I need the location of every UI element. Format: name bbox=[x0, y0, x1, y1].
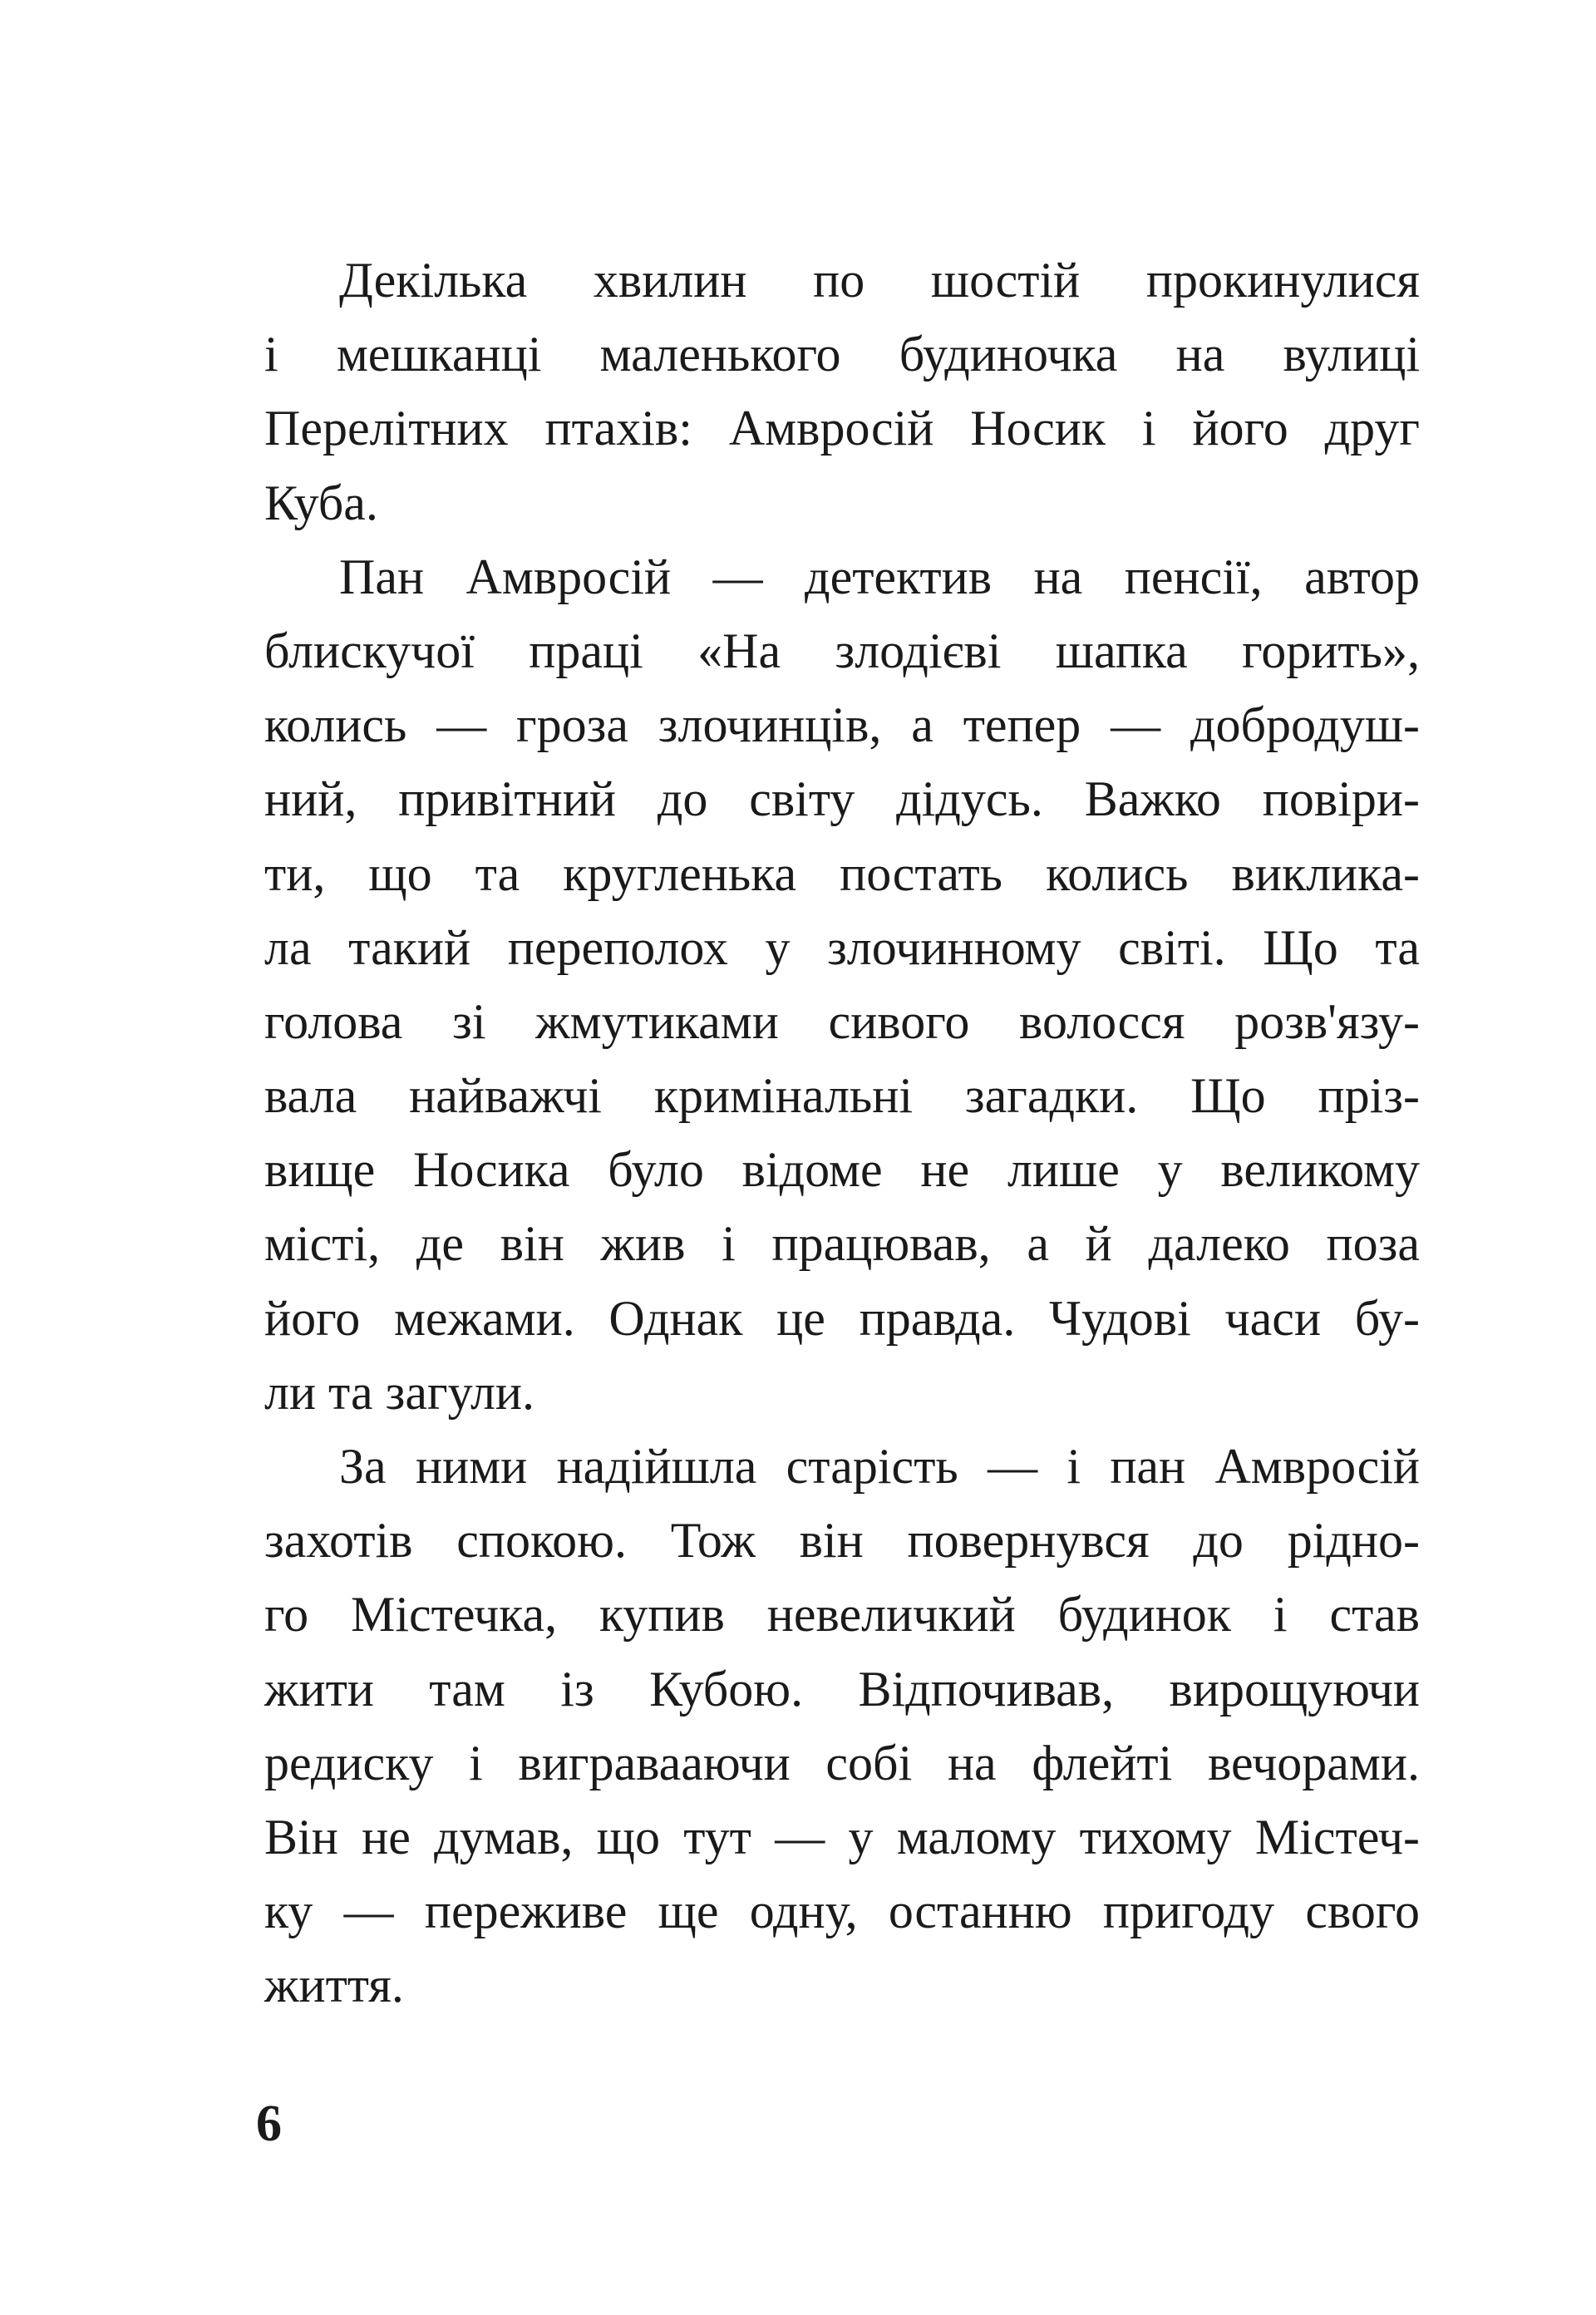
page-number: 6 bbox=[256, 2096, 282, 2152]
text-line: його межами. Однак це правда. Чудові часи бу- bbox=[264, 1290, 1420, 1346]
text-line: Куба. bbox=[264, 475, 378, 530]
text-line: захотів спокою. Тож він повернувся до рідно- bbox=[264, 1513, 1420, 1569]
text-line: редиску і вигравааючи собі на флейті вечорами. bbox=[264, 1735, 1420, 1790]
text-line: Перелітних птахів: Амвросій Носик і його друг bbox=[264, 401, 1420, 456]
paragraph bbox=[264, 544, 1420, 1434]
text-line: ний, привітний до світу дідусь. Важко повіри- bbox=[264, 771, 1420, 827]
text-line: Пан Амвросій — детектив на пенсії, автор bbox=[339, 549, 1420, 604]
text-line: життя. bbox=[264, 1958, 404, 2013]
text-line: жити там із Кубою. Відпочивав, вирощуючи bbox=[264, 1661, 1420, 1717]
text-line: і мешканці маленького будиночка на вулиці bbox=[264, 327, 1420, 382]
text-line: місті, де він жив і працював, а й далеко поза bbox=[264, 1216, 1420, 1272]
text-line: го Містечка, купив невеличкий будинок і став bbox=[264, 1587, 1420, 1643]
text-line: вала найважчі кримінальні загадки. Що пріз- bbox=[264, 1068, 1420, 1124]
body-text bbox=[264, 248, 1420, 2027]
text-line: блискучої праці «На злодієві шапка горить», bbox=[264, 623, 1420, 678]
text-line: колись — гроза злочинців, а тепер — добродуш- bbox=[264, 697, 1420, 753]
text-line: За ними надійшла старість — і пан Амвросій bbox=[339, 1439, 1420, 1494]
paragraph bbox=[264, 248, 1420, 544]
text-line: ку — переживе ще одну, останню пригоду свого bbox=[264, 1884, 1420, 1939]
text-line: ла такий переполох у злочинному світі. Що та bbox=[264, 919, 1420, 975]
paragraph bbox=[264, 1434, 1420, 2027]
text-line: Декілька хвилин по шостій прокинулися bbox=[339, 253, 1420, 308]
text-line: голова зі жмутиками сивого волосся розв'язу- bbox=[264, 993, 1420, 1049]
text-line: ти, що та кругленька постать колись виклика- bbox=[264, 845, 1420, 901]
text-line: Він не думав, що тут — у малому тихому Містеч- bbox=[264, 1809, 1420, 1864]
text-line: ли та загули. bbox=[264, 1364, 534, 1420]
text-line: вище Носика було відоме не лише у великому bbox=[264, 1142, 1420, 1198]
